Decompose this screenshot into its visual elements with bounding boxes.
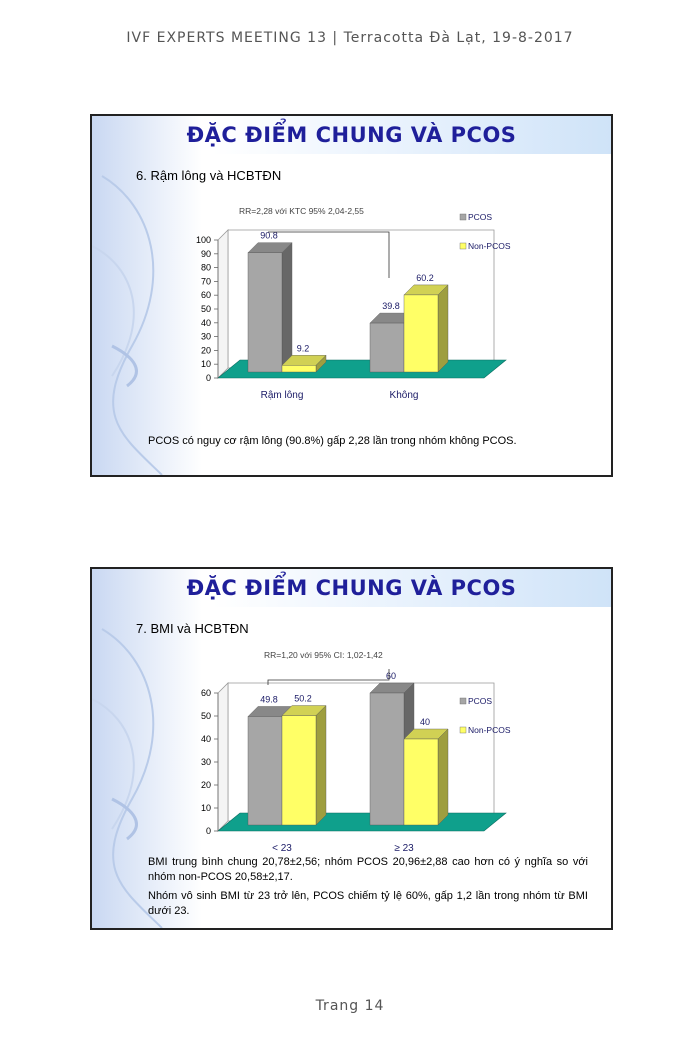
y-tick-label: 50 (200, 304, 211, 314)
data-label-non-pcos: 60.2 (416, 272, 434, 283)
data-label-pcos: 60 (385, 671, 397, 681)
conclusion-text-block (148, 855, 588, 923)
y-tick-label: 70 (200, 276, 211, 287)
data-label-pcos: 49.8 (260, 694, 278, 705)
y-tick-label: 100 (195, 235, 211, 245)
y-tick-label: 60 (200, 688, 211, 698)
legend-label-pcos: PCOS (468, 212, 493, 222)
bar-side-non-pcos (438, 285, 448, 372)
bar-non-pcos (404, 295, 438, 372)
legend-label-pcos: PCOS (468, 696, 493, 706)
bar-pcos (370, 323, 404, 372)
bar-side-non-pcos (438, 729, 448, 825)
y-tick-label: 20 (200, 345, 211, 356)
data-label-pcos: 90.8 (260, 230, 278, 241)
bar-non-pcos (404, 739, 438, 825)
bar-pcos (248, 253, 282, 372)
conclusion-text: PCOS có nguy cơ rậm lông (90.8%) gấp 2,28 lần trong nhóm không PCOS. (148, 435, 517, 447)
bar-pcos (248, 716, 282, 825)
chart-annotation: RR=2,28 với KTC 95% 2,04-2,55 (239, 206, 364, 216)
comparison-bracket (268, 669, 389, 685)
bar-chart-hirsutism (92, 116, 611, 475)
y-tick-label: 10 (200, 803, 211, 813)
y-tick-label: 40 (200, 734, 211, 744)
y-tick-label: 90 (200, 248, 211, 259)
y-tick-label: 60 (200, 290, 211, 301)
slide-title: ĐẶC ĐIỂM CHUNG VÀ PCOS (186, 576, 517, 600)
y-tick-label: 30 (200, 757, 211, 767)
category-label: Không (389, 390, 419, 401)
y-tick-label: 20 (200, 780, 211, 790)
data-label-pcos: 39.8 (382, 301, 400, 312)
chart-side-wall (218, 230, 228, 378)
category-label: ≥ 23 (394, 843, 414, 854)
legend-swatch-non-pcos (460, 727, 466, 733)
chart-annotation: RR=1,20 với 95% CI: 1,02-1,42 (264, 650, 383, 660)
bar-pcos (370, 693, 404, 825)
bar-non-pcos (282, 365, 316, 372)
legend-swatch-non-pcos (460, 243, 466, 249)
data-label-non-pcos: 9.2 (296, 343, 310, 354)
y-tick-label: 80 (200, 262, 211, 273)
legend-swatch-pcos (460, 214, 466, 220)
category-label: Rậm lông (260, 390, 304, 401)
slide-hirsutism (90, 114, 613, 477)
legend-swatch-pcos (460, 698, 466, 704)
bar-non-pcos (282, 716, 316, 825)
y-tick-label: 50 (200, 711, 211, 721)
data-label-non-pcos: 50.2 (294, 693, 312, 704)
page-footer: Trang 14 (315, 998, 385, 1014)
bar-side-non-pcos (316, 706, 326, 825)
legend-label-non-pcos: Non-PCOS (468, 725, 511, 735)
y-tick-label: 40 (200, 317, 211, 328)
chart-side-wall (218, 683, 228, 831)
legend-label-non-pcos: Non-PCOS (468, 241, 511, 251)
chart-subtitle: 6. Rậm lông và HCBTĐN (136, 168, 282, 183)
conclusion-text-1: BMI trung bình chung 20,78±2,56; nhóm PCOS 20,96±2,88 cao hơn có ý nghĩa so với nhóm non-PCOS 20,58±2,17. (148, 856, 588, 883)
y-tick-label: 30 (200, 331, 211, 342)
y-tick-label: 0 (205, 826, 211, 836)
y-tick-label: 0 (205, 373, 211, 383)
bar-side-pcos (282, 243, 292, 372)
page-header: IVF EXPERTS MEETING 13 | Terracotta Đà Lạt, 19-8-2017 (126, 30, 574, 46)
slide-title: ĐẶC ĐIỂM CHUNG VÀ PCOS (186, 123, 517, 147)
y-tick-label: 10 (200, 359, 211, 370)
data-label-non-pcos: 40 (419, 717, 431, 727)
chart-subtitle: 7. BMI và HCBTĐN (136, 621, 249, 636)
conclusion-text-2: Nhóm vô sinh BMI từ 23 trở lên, PCOS chiếm tỷ lệ 60%, gấp 1,2 lần trong nhóm từ BMI dưới 23. (148, 890, 588, 917)
category-label: < 23 (272, 843, 292, 854)
slide-bmi (90, 567, 613, 930)
